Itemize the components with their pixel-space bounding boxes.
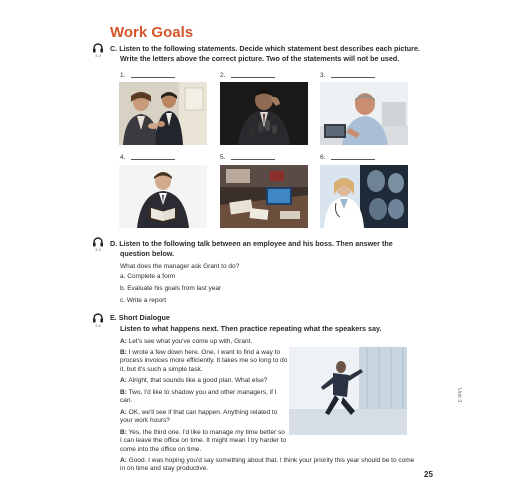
- answer-blank[interactable]: [131, 159, 175, 160]
- unit-label: Unit 3: [456, 388, 462, 403]
- picture-number: 1.: [120, 72, 175, 79]
- dialogue-line: A: Alright, that sounds like a good plan. What else?: [120, 377, 268, 384]
- picture-number: 2.: [220, 72, 275, 79]
- instruction-line: question below.: [120, 248, 175, 258]
- section-e-instructions: Listen to what happens next. Then practice repeating what the speakers say.: [120, 324, 382, 333]
- headphones-icon: [92, 312, 104, 328]
- headphones-icon: [92, 42, 104, 58]
- photo-stressed-man-with-microphones: [220, 82, 308, 145]
- instruction-line: Write the letters above the correct picture. Two of the statements will not be used.: [120, 53, 400, 63]
- dialogue-line: A: Good. I was hoping you'd say something about that. I think your priority this year should be to come in on time and stay productive.: [120, 457, 415, 473]
- dialogue-line: B: Yes, the third one. I'd like to manage my time better so I can leave the office on time. It might mean I try harder to come into the office on time.: [120, 429, 287, 453]
- answer-option-a[interactable]: a. Complete a form: [120, 273, 176, 280]
- track-number: 3-6: [95, 323, 101, 328]
- instruction-line: Listen to the following talk between an employee and his boss. Then answer the: [119, 239, 393, 248]
- answer-blank[interactable]: [331, 159, 375, 160]
- picture-number: 3.: [320, 72, 375, 79]
- picture-number: 5.: [220, 154, 275, 161]
- track-number: 3-4: [95, 53, 101, 58]
- answer-blank[interactable]: [231, 159, 275, 160]
- answer-option-c[interactable]: c. Write a report: [120, 297, 167, 304]
- dialogue-line: A: OK, we'll see if that can happen. Anything related to your work hours?: [120, 409, 278, 425]
- section-label: C.: [110, 44, 118, 53]
- section-d-instructions: [110, 239, 440, 258]
- answer-blank[interactable]: [131, 77, 175, 78]
- photo-man-running-in-office: [289, 347, 407, 435]
- dialogue-line: A: Let's see what you've come up with, Grant.: [120, 338, 253, 345]
- page-title: Work Goals: [110, 24, 194, 41]
- picture-number: 4.: [120, 154, 175, 161]
- photo-man-reading-notebook: [119, 165, 207, 228]
- page-number: 25: [424, 470, 433, 479]
- dialogue-line: B: Two, I'd like to shadow you and other managers, if I can.: [120, 389, 277, 405]
- photo-frustrated-man-at-computer: [320, 82, 408, 145]
- question-text: What does the manager ask Grant to do?: [120, 263, 240, 270]
- section-c-instructions: [110, 44, 440, 63]
- photo-doctor-viewing-xray: [320, 165, 408, 228]
- section-e-heading: E. Short Dialogue: [110, 313, 170, 322]
- track-number: 3-5: [95, 247, 101, 252]
- instruction-line: Listen to the following statements. Decide which statement best describes each picture.: [119, 44, 420, 53]
- section-label: D.: [110, 239, 118, 248]
- answer-blank[interactable]: [331, 77, 375, 78]
- answer-blank[interactable]: [231, 77, 275, 78]
- section-label: E.: [110, 313, 117, 322]
- answer-option-b[interactable]: b. Evaluate his goals from last year: [120, 285, 222, 292]
- picture-number: 6.: [320, 154, 375, 161]
- photo-colleagues-applauding: [119, 82, 207, 145]
- headphones-icon: [92, 236, 104, 252]
- dialogue-line: B: I wrote a few down here. One, I want to find a way to process invoices more efficiently. It takes me so long to do it, but it's such a simple task.: [120, 349, 288, 373]
- photo-messy-office-desk: [220, 165, 308, 228]
